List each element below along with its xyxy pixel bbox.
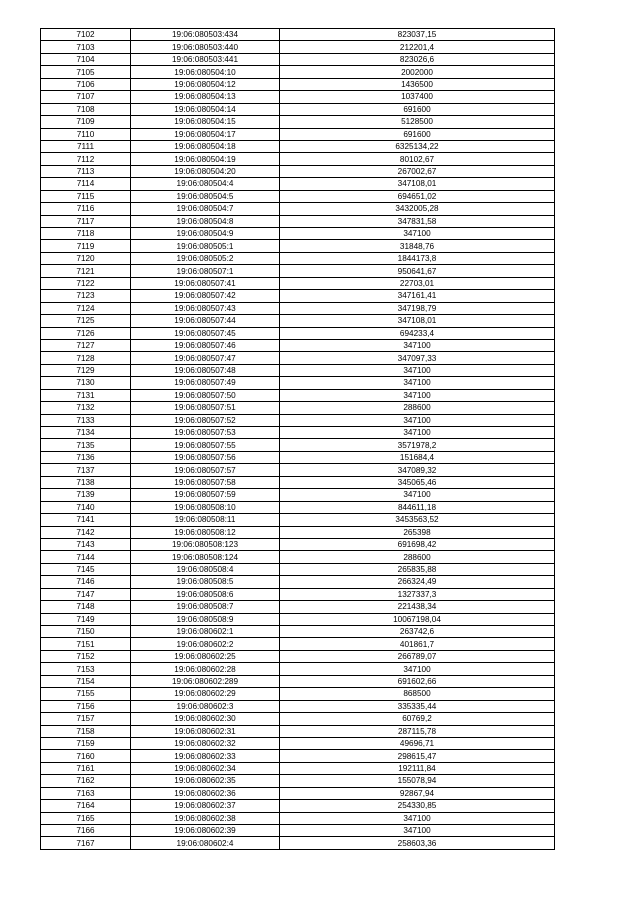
row-number-cell: 7131 [41, 389, 131, 401]
table-row [41, 800, 555, 812]
row-number-cell: 7161 [41, 762, 131, 774]
value-cell: 694233,4 [280, 327, 555, 339]
cadastral-number-cell: 19:06:080508:10 [131, 501, 280, 513]
cadastral-number-cell: 19:06:080504:14 [131, 103, 280, 115]
cadastral-number-cell: 19:06:080507:57 [131, 464, 280, 476]
value-cell: 155078,94 [280, 775, 555, 787]
cadastral-number-cell: 19:06:080507:51 [131, 402, 280, 414]
value-cell: 3432005,28 [280, 203, 555, 215]
value-cell: 6325134,22 [280, 140, 555, 152]
row-number-cell: 7124 [41, 302, 131, 314]
cadastral-number-cell: 19:06:080507:50 [131, 389, 280, 401]
value-cell: 221438,34 [280, 601, 555, 613]
cadastral-number-cell: 19:06:080504:13 [131, 91, 280, 103]
value-cell: 347100 [280, 663, 555, 675]
table-row [41, 103, 555, 115]
value-cell: 31848,76 [280, 240, 555, 252]
value-cell: 192111,84 [280, 762, 555, 774]
cadastral-number-cell: 19:06:080508:5 [131, 576, 280, 588]
table-row [41, 402, 555, 414]
value-cell: 347161,41 [280, 290, 555, 302]
table-row [41, 812, 555, 824]
cadastral-number-cell: 19:06:080602:29 [131, 688, 280, 700]
table-row [41, 339, 555, 351]
value-cell: 1436500 [280, 78, 555, 90]
row-number-cell: 7109 [41, 116, 131, 128]
cadastral-number-cell: 19:06:080602:36 [131, 787, 280, 799]
table-row [41, 252, 555, 264]
cadastral-number-cell: 19:06:080507:44 [131, 315, 280, 327]
cadastral-number-cell: 19:06:080504:9 [131, 228, 280, 240]
row-number-cell: 7160 [41, 750, 131, 762]
cadastral-number-cell: 19:06:080602:3 [131, 700, 280, 712]
row-number-cell: 7164 [41, 800, 131, 812]
row-number-cell: 7107 [41, 91, 131, 103]
value-cell: 1037400 [280, 91, 555, 103]
value-cell: 1327337,3 [280, 588, 555, 600]
value-cell: 823026,6 [280, 53, 555, 65]
table-row [41, 315, 555, 327]
table-row [41, 414, 555, 426]
value-cell: 49696,71 [280, 737, 555, 749]
table-row [41, 737, 555, 749]
row-number-cell: 7148 [41, 601, 131, 613]
table-row [41, 215, 555, 227]
cadastral-number-cell: 19:06:080602:25 [131, 650, 280, 662]
value-cell: 823037,15 [280, 29, 555, 41]
table-row [41, 489, 555, 501]
cadastral-number-cell: 19:06:080507:41 [131, 277, 280, 289]
value-cell: 347100 [280, 377, 555, 389]
table-row [41, 203, 555, 215]
table-row [41, 265, 555, 277]
table-row [41, 389, 555, 401]
cadastral-number-cell: 19:06:080602:31 [131, 725, 280, 737]
table-row [41, 476, 555, 488]
cadastral-number-cell: 19:06:080504:18 [131, 140, 280, 152]
row-number-cell: 7123 [41, 290, 131, 302]
value-cell: 347100 [280, 427, 555, 439]
cadastral-number-cell: 19:06:080505:1 [131, 240, 280, 252]
table-row [41, 725, 555, 737]
row-number-cell: 7149 [41, 613, 131, 625]
value-cell: 263742,6 [280, 626, 555, 638]
value-cell: 401861,7 [280, 638, 555, 650]
value-cell: 212201,4 [280, 41, 555, 53]
table-row [41, 66, 555, 78]
cadastral-number-cell: 19:06:080508:124 [131, 551, 280, 563]
cadastral-number-cell: 19:06:080504:20 [131, 165, 280, 177]
value-cell: 267002,67 [280, 165, 555, 177]
row-number-cell: 7111 [41, 140, 131, 152]
cadastral-number-cell: 19:06:080507:59 [131, 489, 280, 501]
row-number-cell: 7137 [41, 464, 131, 476]
value-cell: 3453563,52 [280, 514, 555, 526]
row-number-cell: 7110 [41, 128, 131, 140]
row-number-cell: 7125 [41, 315, 131, 327]
cadastral-number-cell: 19:06:080602:37 [131, 800, 280, 812]
table-row [41, 538, 555, 550]
cadastral-number-cell: 19:06:080602:33 [131, 750, 280, 762]
value-cell: 347100 [280, 339, 555, 351]
table-row [41, 638, 555, 650]
table-row [41, 29, 555, 41]
table-row [41, 228, 555, 240]
row-number-cell: 7136 [41, 451, 131, 463]
table-row [41, 302, 555, 314]
table-row [41, 775, 555, 787]
row-number-cell: 7165 [41, 812, 131, 824]
row-number-cell: 7130 [41, 377, 131, 389]
table-row [41, 41, 555, 53]
table-row [41, 563, 555, 575]
value-cell: 347100 [280, 489, 555, 501]
cadastral-number-cell: 19:06:080602:289 [131, 675, 280, 687]
value-cell: 254330,85 [280, 800, 555, 812]
cadastral-number-cell: 19:06:080602:38 [131, 812, 280, 824]
value-cell: 266324,49 [280, 576, 555, 588]
row-number-cell: 7117 [41, 215, 131, 227]
value-cell: 287115,78 [280, 725, 555, 737]
cadastral-number-cell: 19:06:080602:35 [131, 775, 280, 787]
value-cell: 347108,01 [280, 178, 555, 190]
table-row [41, 663, 555, 675]
cadastral-number-cell: 19:06:080507:52 [131, 414, 280, 426]
cadastral-number-cell: 19:06:080508:7 [131, 601, 280, 613]
table-row [41, 91, 555, 103]
row-number-cell: 7104 [41, 53, 131, 65]
cadastral-number-cell: 19:06:080503:440 [131, 41, 280, 53]
value-cell: 22703,01 [280, 277, 555, 289]
cadastral-number-cell: 19:06:080507:46 [131, 339, 280, 351]
table-row [41, 825, 555, 837]
table-row [41, 451, 555, 463]
row-number-cell: 7126 [41, 327, 131, 339]
cadastral-number-cell: 19:06:080504:15 [131, 116, 280, 128]
table-row [41, 116, 555, 128]
cadastral-number-cell: 19:06:080507:53 [131, 427, 280, 439]
table-row [41, 762, 555, 774]
cadastral-number-cell: 19:06:080602:4 [131, 837, 280, 849]
cadastral-number-cell: 19:06:080507:49 [131, 377, 280, 389]
cadastral-number-cell: 19:06:080504:5 [131, 190, 280, 202]
row-number-cell: 7166 [41, 825, 131, 837]
value-cell: 288600 [280, 402, 555, 414]
value-cell: 691698,42 [280, 538, 555, 550]
value-cell: 347198,79 [280, 302, 555, 314]
table-row [41, 675, 555, 687]
cadastral-number-cell: 19:06:080508:12 [131, 526, 280, 538]
row-number-cell: 7157 [41, 713, 131, 725]
row-number-cell: 7141 [41, 514, 131, 526]
cadastral-number-cell: 19:06:080504:4 [131, 178, 280, 190]
row-number-cell: 7129 [41, 364, 131, 376]
cadastral-number-cell: 19:06:080602:39 [131, 825, 280, 837]
cadastral-number-cell: 19:06:080504:8 [131, 215, 280, 227]
value-cell: 691600 [280, 103, 555, 115]
table-row [41, 464, 555, 476]
value-cell: 844611,18 [280, 501, 555, 513]
value-cell: 950641,67 [280, 265, 555, 277]
table-row [41, 128, 555, 140]
table-row [41, 277, 555, 289]
cadastral-number-cell: 19:06:080507:43 [131, 302, 280, 314]
row-number-cell: 7139 [41, 489, 131, 501]
row-number-cell: 7147 [41, 588, 131, 600]
row-number-cell: 7106 [41, 78, 131, 90]
cadastral-number-cell: 19:06:080602:2 [131, 638, 280, 650]
value-cell: 60769,2 [280, 713, 555, 725]
table-row [41, 626, 555, 638]
row-number-cell: 7167 [41, 837, 131, 849]
table-row [41, 700, 555, 712]
row-number-cell: 7144 [41, 551, 131, 563]
row-number-cell: 7128 [41, 352, 131, 364]
row-number-cell: 7162 [41, 775, 131, 787]
cadastral-number-cell: 19:06:080508:9 [131, 613, 280, 625]
cadastral-number-cell: 19:06:080507:48 [131, 364, 280, 376]
row-number-cell: 7138 [41, 476, 131, 488]
row-number-cell: 7145 [41, 563, 131, 575]
table-row [41, 713, 555, 725]
row-number-cell: 7120 [41, 252, 131, 264]
value-cell: 335335,44 [280, 700, 555, 712]
table-row [41, 601, 555, 613]
value-cell: 5128500 [280, 116, 555, 128]
row-number-cell: 7142 [41, 526, 131, 538]
row-number-cell: 7103 [41, 41, 131, 53]
value-cell: 347097,33 [280, 352, 555, 364]
value-cell: 347831,58 [280, 215, 555, 227]
cadastral-number-cell: 19:06:080602:1 [131, 626, 280, 638]
table-row [41, 427, 555, 439]
value-cell: 288600 [280, 551, 555, 563]
table-row [41, 190, 555, 202]
value-cell: 868500 [280, 688, 555, 700]
table-row [41, 837, 555, 849]
table-row [41, 750, 555, 762]
table-row [41, 377, 555, 389]
cadastral-number-cell: 19:06:080504:19 [131, 153, 280, 165]
value-cell: 258603,36 [280, 837, 555, 849]
row-number-cell: 7153 [41, 663, 131, 675]
value-cell: 347100 [280, 414, 555, 426]
value-cell: 1844173,8 [280, 252, 555, 264]
row-number-cell: 7127 [41, 339, 131, 351]
row-number-cell: 7134 [41, 427, 131, 439]
cadastral-number-cell: 19:06:080507:58 [131, 476, 280, 488]
row-number-cell: 7156 [41, 700, 131, 712]
row-number-cell: 7143 [41, 538, 131, 550]
cadastral-number-cell: 19:06:080507:45 [131, 327, 280, 339]
table-body [41, 29, 555, 850]
cadastral-number-cell: 19:06:080508:4 [131, 563, 280, 575]
cadastral-number-cell: 19:06:080507:56 [131, 451, 280, 463]
value-cell: 298615,47 [280, 750, 555, 762]
cadastral-number-cell: 19:06:080602:32 [131, 737, 280, 749]
table-row [41, 178, 555, 190]
value-cell: 2002000 [280, 66, 555, 78]
table-row [41, 787, 555, 799]
row-number-cell: 7116 [41, 203, 131, 215]
cadastral-number-cell: 19:06:080508:6 [131, 588, 280, 600]
row-number-cell: 7113 [41, 165, 131, 177]
value-cell: 80102,67 [280, 153, 555, 165]
value-cell: 347100 [280, 389, 555, 401]
cadastral-number-cell: 19:06:080504:12 [131, 78, 280, 90]
row-number-cell: 7132 [41, 402, 131, 414]
row-number-cell: 7146 [41, 576, 131, 588]
table-row [41, 78, 555, 90]
table-row [41, 352, 555, 364]
row-number-cell: 7140 [41, 501, 131, 513]
table-row [41, 439, 555, 451]
cadastral-number-cell: 19:06:080507:55 [131, 439, 280, 451]
table-row [41, 514, 555, 526]
row-number-cell: 7118 [41, 228, 131, 240]
row-number-cell: 7158 [41, 725, 131, 737]
table-row [41, 650, 555, 662]
row-number-cell: 7133 [41, 414, 131, 426]
value-cell: 92867,94 [280, 787, 555, 799]
value-cell: 347100 [280, 812, 555, 824]
table-row [41, 501, 555, 513]
row-number-cell: 7112 [41, 153, 131, 165]
row-number-cell: 7152 [41, 650, 131, 662]
cadastral-number-cell: 19:06:080602:28 [131, 663, 280, 675]
cadastral-number-cell: 19:06:080503:441 [131, 53, 280, 65]
table-row [41, 613, 555, 625]
table-row [41, 240, 555, 252]
value-cell: 345065,46 [280, 476, 555, 488]
table-row [41, 165, 555, 177]
value-cell: 3571978,2 [280, 439, 555, 451]
table-row [41, 327, 555, 339]
cadastral-number-cell: 19:06:080507:47 [131, 352, 280, 364]
cadastral-number-cell: 19:06:080505:2 [131, 252, 280, 264]
row-number-cell: 7159 [41, 737, 131, 749]
table-row [41, 140, 555, 152]
value-cell: 347100 [280, 364, 555, 376]
row-number-cell: 7163 [41, 787, 131, 799]
value-cell: 694651,02 [280, 190, 555, 202]
value-cell: 347108,01 [280, 315, 555, 327]
value-cell: 347100 [280, 825, 555, 837]
cadastral-number-cell: 19:06:080508:11 [131, 514, 280, 526]
row-number-cell: 7154 [41, 675, 131, 687]
cadastral-number-cell: 19:06:080504:7 [131, 203, 280, 215]
table-row [41, 576, 555, 588]
row-number-cell: 7155 [41, 688, 131, 700]
value-cell: 266789,07 [280, 650, 555, 662]
cadastral-number-cell: 19:06:080602:34 [131, 762, 280, 774]
row-number-cell: 7150 [41, 626, 131, 638]
table-row [41, 53, 555, 65]
row-number-cell: 7151 [41, 638, 131, 650]
cadastral-number-cell: 19:06:080504:17 [131, 128, 280, 140]
cadastral-number-cell: 19:06:080503:434 [131, 29, 280, 41]
value-cell: 265835,88 [280, 563, 555, 575]
value-cell: 691600 [280, 128, 555, 140]
value-cell: 347100 [280, 228, 555, 240]
table-row [41, 688, 555, 700]
table-row [41, 153, 555, 165]
table-row [41, 588, 555, 600]
value-cell: 691602,66 [280, 675, 555, 687]
value-cell: 265398 [280, 526, 555, 538]
data-table [40, 28, 555, 850]
table-row [41, 526, 555, 538]
row-number-cell: 7108 [41, 103, 131, 115]
row-number-cell: 7135 [41, 439, 131, 451]
row-number-cell: 7122 [41, 277, 131, 289]
row-number-cell: 7119 [41, 240, 131, 252]
table-row [41, 364, 555, 376]
row-number-cell: 7114 [41, 178, 131, 190]
table-row [41, 290, 555, 302]
value-cell: 151684,4 [280, 451, 555, 463]
row-number-cell: 7105 [41, 66, 131, 78]
value-cell: 10067198,04 [280, 613, 555, 625]
row-number-cell: 7102 [41, 29, 131, 41]
cadastral-number-cell: 19:06:080602:30 [131, 713, 280, 725]
cadastral-number-cell: 19:06:080507:1 [131, 265, 280, 277]
cadastral-number-cell: 19:06:080508:123 [131, 538, 280, 550]
table-row [41, 551, 555, 563]
cadastral-number-cell: 19:06:080504:10 [131, 66, 280, 78]
row-number-cell: 7115 [41, 190, 131, 202]
cadastral-number-cell: 19:06:080507:42 [131, 290, 280, 302]
row-number-cell: 7121 [41, 265, 131, 277]
value-cell: 347089,32 [280, 464, 555, 476]
